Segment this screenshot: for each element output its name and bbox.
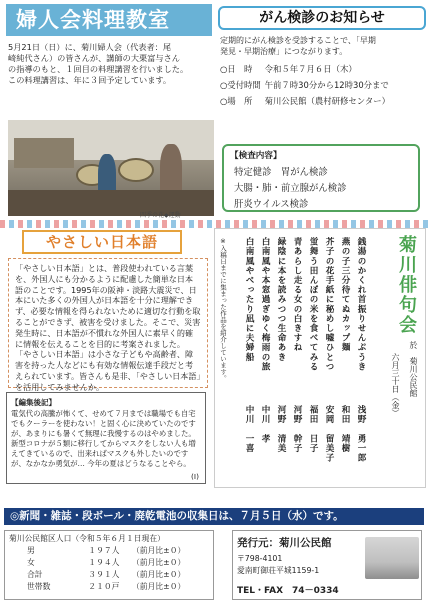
haiku-author: 中川 一喜 <box>244 405 254 453</box>
publisher-address: 愛南町御荘平城1159-1 <box>237 566 320 575</box>
haiku-author: 浅野 勇一郎 <box>356 405 366 463</box>
cooking-title: 婦人会料理教室 <box>6 4 212 36</box>
haiku-author: 和田 靖樹 <box>340 405 350 453</box>
haiku-title: 菊川俳句会 <box>396 235 417 335</box>
haiku-line: 青あらし走る女の白きすね <box>292 237 302 353</box>
haiku-author: 河野 清美 <box>276 405 286 453</box>
building-photo <box>365 537 419 579</box>
haiku-author: 河野 幹子 <box>292 405 302 453</box>
cooking-photo <box>8 120 214 216</box>
screening-text-line: 定期的にがん検診を受診することで、「早期 <box>220 36 376 45</box>
screening-text <box>220 36 424 57</box>
haiku-line: 蛍舞う田んぼの米を食べてみる <box>308 237 318 372</box>
haiku-date: 六月三十日（金） <box>391 353 400 417</box>
stats-title: 菊川公民館区人口（令和５年６月１日現在） <box>9 534 165 543</box>
editor-postscript <box>6 392 206 484</box>
haiku-intro: ※入稿日までに集まった作品を紹介しています。 <box>219 237 227 382</box>
editor-text: 電気代の高騰が怖くて、せめて７月までは職場でも自宅でもクーラーを使わない！と固く心に決めていたのですが、あまりにも暑くて無理に我慢するのはやめました。新型コロナが５類に移行してからマスクをしない人も増えてきているので、出来ればマスクも外したいのですが、なかなか勇気が… 今年の夏はどうなることやら。 <box>11 409 196 468</box>
publisher-title: 発行元：菊川公民館 <box>237 537 332 549</box>
haiku-place: 於 菊川公民館 <box>409 341 418 397</box>
screening-place-row: ○場 所 菊川公民館（農村研修センター） <box>220 96 390 106</box>
cooking-caption: 四季の花◆運動 <box>140 212 181 219</box>
haiku-line: 白南風や本窓過ぎゆく梅雨の旅 <box>260 237 270 372</box>
haiku-line: 芥子の花手紙に秘めし嘘ひとつ <box>324 237 334 372</box>
haiku-author: 中川 孝 <box>260 405 270 444</box>
publisher-box <box>232 530 422 600</box>
screening-content-item: 肝炎ウイルス検診 <box>234 199 309 210</box>
screening-content-box <box>222 144 420 212</box>
japanese-paragraph: 「やさしい日本語」は小さな子どもや高齢者、障害を持った人などにも有効な情報伝達手段だと考えられています。皆さんも是非、「やさしい日本語」を活用してみませんか。 <box>15 349 201 392</box>
screening-content-item: 大腸・肺・前立腺がん検診 <box>234 183 347 194</box>
haiku-line: 白南風やべったり凪に夫婦船 <box>244 237 254 362</box>
stats-row: 男 １９７人 （前月比±０） <box>27 546 186 555</box>
stats-row: 女 １９４人 （前月比±０） <box>27 558 186 567</box>
japanese-paragraph: 「やさしい日本語」とは、普段使われている言葉を、外国人にも分かるように配慮した簡単な日本語のことです。1995年の阪神・淡路大震災で、日本にいた多くの外国人が日本語を十分に理解できず、必要な情報を得られないために適切な行動を取ることができず、被害を受けました。そこで、災害発生時に、日本語が不慣れな外国人に素早く的確に情報を伝えることを目的に考案されました。 <box>15 263 201 349</box>
haiku-author: 安岡 留美子 <box>324 405 334 463</box>
decorative-ribbon <box>0 220 430 228</box>
screening-date-row: ○日 時 令和５年７月６日（木） <box>220 64 357 74</box>
cooking-text-line: 崎純代さん）の皆さんが、講師の大栗富与さん <box>8 53 180 63</box>
screening-time-row: ○受付時間 午前７時30分から12時30分まで <box>220 80 389 90</box>
screening-content-title: 【検査内容】 <box>230 151 282 161</box>
japanese-text <box>8 258 208 392</box>
stats-row: 世帯数 ２１０戸 （前月比±０） <box>27 582 186 591</box>
stats-row: 合計 ３９１人 （前月比±０） <box>27 570 186 579</box>
population-stats <box>4 530 214 600</box>
haiku-section <box>214 228 426 488</box>
screening-text-line: 発見・早期治療」につながります。 <box>220 46 348 56</box>
japanese-title: やさしい日本語 <box>22 230 182 254</box>
haiku-author: 福田 日子 <box>308 405 318 453</box>
editor-sign: (I) <box>191 472 199 481</box>
cooking-text-line: 5月21日（日）に、菊川婦人会（代表者：尾 <box>8 42 172 52</box>
publisher-postal: 〒798-4101 <box>237 554 283 563</box>
screening-title: がん検診のお知らせ <box>218 6 426 30</box>
japanese-section <box>6 228 210 390</box>
screening-content-item: 特定健診 胃がん検診 <box>234 167 328 178</box>
haiku-line: 緑陰に本を読みつつ生命あき <box>276 237 286 362</box>
haiku-line: 銭湯のかくれ首振りせんぷうき <box>356 237 366 372</box>
screening-section <box>218 4 426 216</box>
editor-head: 【編集後記】 <box>11 398 56 407</box>
haiku-line: 燕の子三分待てぬカップ麺 <box>340 237 350 353</box>
publisher-tel: TEL・FAX 74－0334 <box>237 586 339 596</box>
cooking-text-line: の指導のもと、１回目の料理講習を行いました。 <box>8 64 189 74</box>
collection-banner: ◎新聞・雑誌・段ボール・廃乾電池の収集日は、７月５日（水）です。 <box>4 508 424 525</box>
cooking-text <box>8 42 212 86</box>
cooking-text-line: この料理講習は、年に３回予定しています。 <box>8 75 172 85</box>
cooking-section <box>6 4 212 218</box>
